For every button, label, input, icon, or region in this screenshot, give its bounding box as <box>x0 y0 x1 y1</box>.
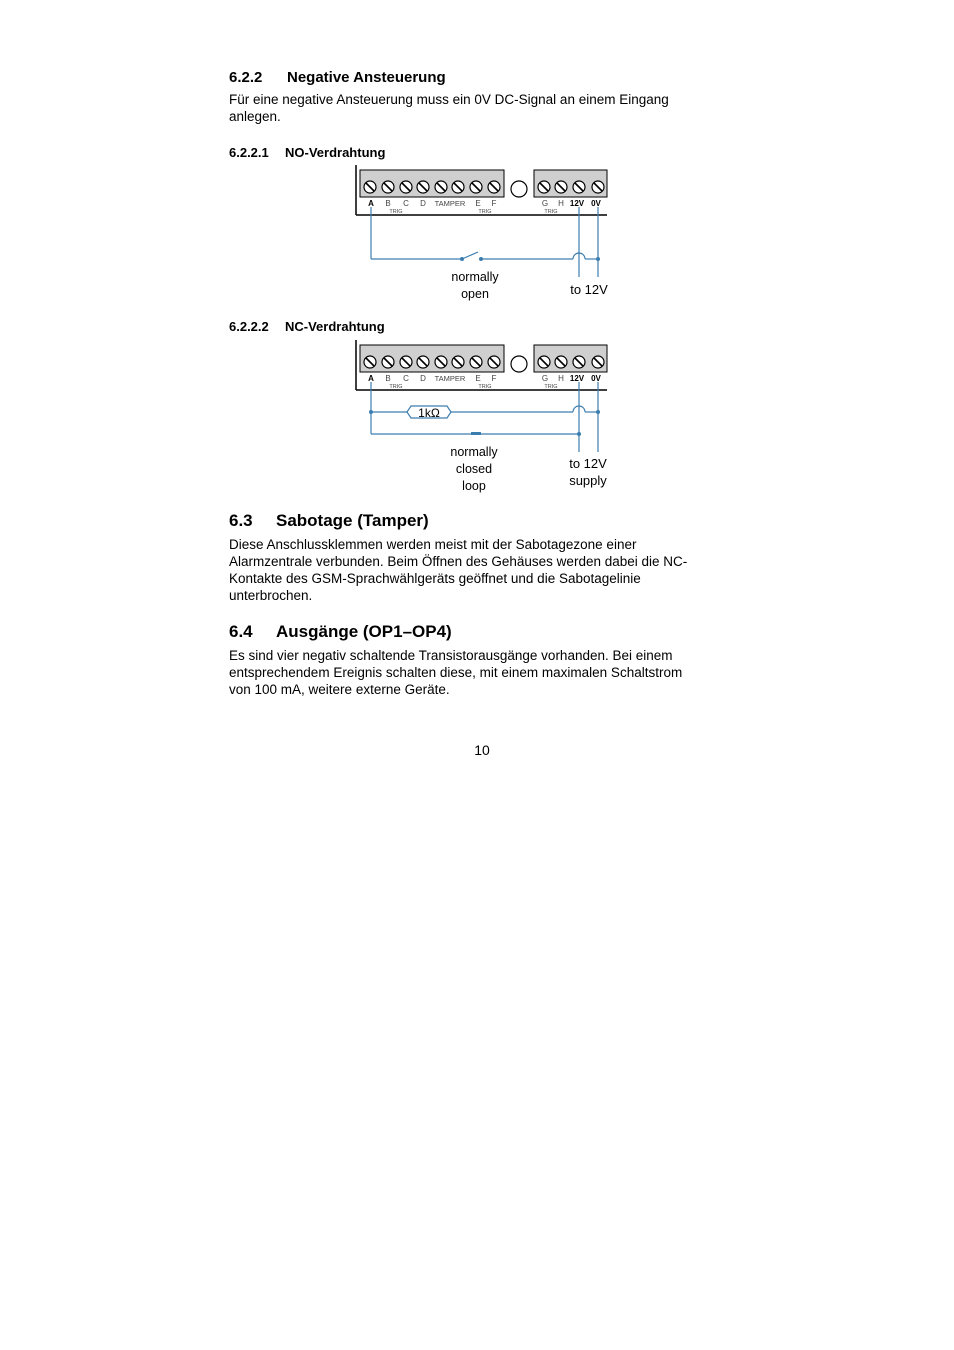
terminal-label: A <box>368 199 374 208</box>
terminal-label: B <box>385 199 391 208</box>
screw-terminal-icon <box>364 181 376 193</box>
section-number: 6.2.2 <box>229 69 263 86</box>
terminal-label: D <box>420 199 426 208</box>
terminal-block <box>356 340 607 390</box>
terminal-label: H <box>558 199 564 208</box>
screw-terminal-icon <box>573 181 585 193</box>
trig-label: TRIG <box>544 384 558 390</box>
terminal-label: 12V <box>569 199 585 208</box>
text-line: anlegen. <box>229 109 281 124</box>
text-line: Diese Anschlussklemmen werden meist mit der Sabotagezone einer <box>229 537 637 552</box>
loop-label: closed <box>455 462 493 476</box>
screw-terminal-icon <box>400 356 412 368</box>
section-heading-6-2-2 <box>229 69 446 86</box>
trig-label: TRIG <box>544 209 558 215</box>
section-title: NO-Verdrahtung <box>285 145 386 160</box>
screw-terminal-icon <box>417 356 429 368</box>
loop-contact <box>471 432 481 435</box>
terminal-label: E <box>475 199 481 208</box>
nc-wiring <box>369 382 600 452</box>
screw-terminal-icon <box>488 181 500 193</box>
screw-terminal-icon <box>364 356 376 368</box>
terminal-label: 0V <box>591 374 601 383</box>
section-number: 6.4 <box>229 622 253 641</box>
screw-terminal-icon <box>470 181 482 193</box>
terminal-label: 12V <box>569 374 585 383</box>
text-line: Kontakte des GSM-Sprachwählgeräts geöffnet und die Sabotagelinie <box>229 571 641 586</box>
trig-label: TRIG <box>389 384 403 390</box>
screw-terminal-icon <box>555 356 567 368</box>
nc-wiring-diagram <box>350 340 615 495</box>
terminal-label: B <box>385 374 391 383</box>
supply-label: supply <box>569 473 607 488</box>
section-title: Negative Ansteuerung <box>287 69 446 86</box>
section-title: Ausgänge (OP1–OP4) <box>276 622 452 641</box>
terminal-label: TAMPER <box>434 199 466 208</box>
text-line: unterbrochen. <box>229 588 313 603</box>
terminal-label: TAMPER <box>434 374 466 383</box>
text-line: Für eine negative Ansteuerung muss ein 0V DC-Signal an einem Eingang <box>229 92 669 107</box>
section-heading-6-4 <box>229 622 452 642</box>
screw-terminal-icon <box>592 356 604 368</box>
section-number: 6.2.2.1 <box>229 145 269 160</box>
paragraph-6-4 <box>229 647 682 698</box>
screw-terminal-icon <box>592 181 604 193</box>
terminal-label: C <box>403 199 409 208</box>
screw-terminal-icon <box>435 181 447 193</box>
terminal-label: E <box>475 374 481 383</box>
section-number: 6.3 <box>229 511 253 530</box>
switch-contact <box>462 252 478 259</box>
terminal-label: G <box>541 374 549 383</box>
loop-label: loop <box>462 479 486 493</box>
terminal-label: C <box>403 374 409 383</box>
switch-label: open <box>461 287 489 301</box>
supply-label: to 12V <box>570 282 608 297</box>
paragraph-6-2-2 <box>229 91 669 125</box>
screw-terminal-icon <box>538 356 550 368</box>
section-title: Sabotage (Tamper) <box>276 511 429 530</box>
section-number: 6.2.2.2 <box>229 319 269 334</box>
text-line: Alarmzentrale verbunden. Beim Öffnen des Gehäuses werden dabei die NC- <box>229 554 688 569</box>
page-number: 10 <box>474 742 490 758</box>
screw-terminal-icon <box>488 356 500 368</box>
text-line: von 100 mA, weitere externe Geräte. <box>229 682 450 697</box>
loop-label: normally <box>450 445 498 459</box>
section-heading-6-2-2-2 <box>229 319 385 334</box>
terminal-label: H <box>558 374 564 383</box>
mount-hole-icon <box>511 356 527 372</box>
trig-label: TRIG <box>389 209 403 215</box>
section-heading-6-3 <box>229 511 429 531</box>
trig-label: TRIG <box>478 384 492 390</box>
section-title: NC-Verdrahtung <box>285 319 385 334</box>
switch-label: normally <box>451 270 499 284</box>
screw-terminal-icon <box>555 181 567 193</box>
text-line: Es sind vier negativ schaltende Transistorausgänge vorhanden. Bei einem <box>229 648 673 663</box>
no-wiring <box>371 207 600 277</box>
terminal-label: F <box>491 199 497 208</box>
section-heading-6-2-2-1 <box>229 145 385 160</box>
screw-terminal-icon <box>435 356 447 368</box>
screw-terminal-icon <box>573 356 585 368</box>
no-wiring-diagram <box>350 165 615 305</box>
terminal-label: 0V <box>591 199 601 208</box>
terminal-label: G <box>541 199 549 208</box>
mount-hole-icon <box>511 181 527 197</box>
terminal-label: D <box>420 374 426 383</box>
terminal-label: F <box>491 374 497 383</box>
screw-terminal-icon <box>452 356 464 368</box>
supply-label: to 12V <box>569 456 607 471</box>
screw-terminal-icon <box>382 181 394 193</box>
terminal-label: A <box>368 374 374 383</box>
screw-terminal-icon <box>417 181 429 193</box>
paragraph-6-3 <box>229 536 687 604</box>
screw-terminal-icon <box>470 356 482 368</box>
screw-terminal-icon <box>452 181 464 193</box>
text-line: entsprechendem Ereignis schalten diese, mit einem maximalen Schaltstrom <box>229 665 683 680</box>
terminal-block <box>356 165 607 215</box>
screw-terminal-icon <box>538 181 550 193</box>
screw-terminal-icon <box>400 181 412 193</box>
screw-terminal-icon <box>382 356 394 368</box>
resistor-label: 1kΩ <box>418 406 440 420</box>
trig-label: TRIG <box>478 209 492 215</box>
